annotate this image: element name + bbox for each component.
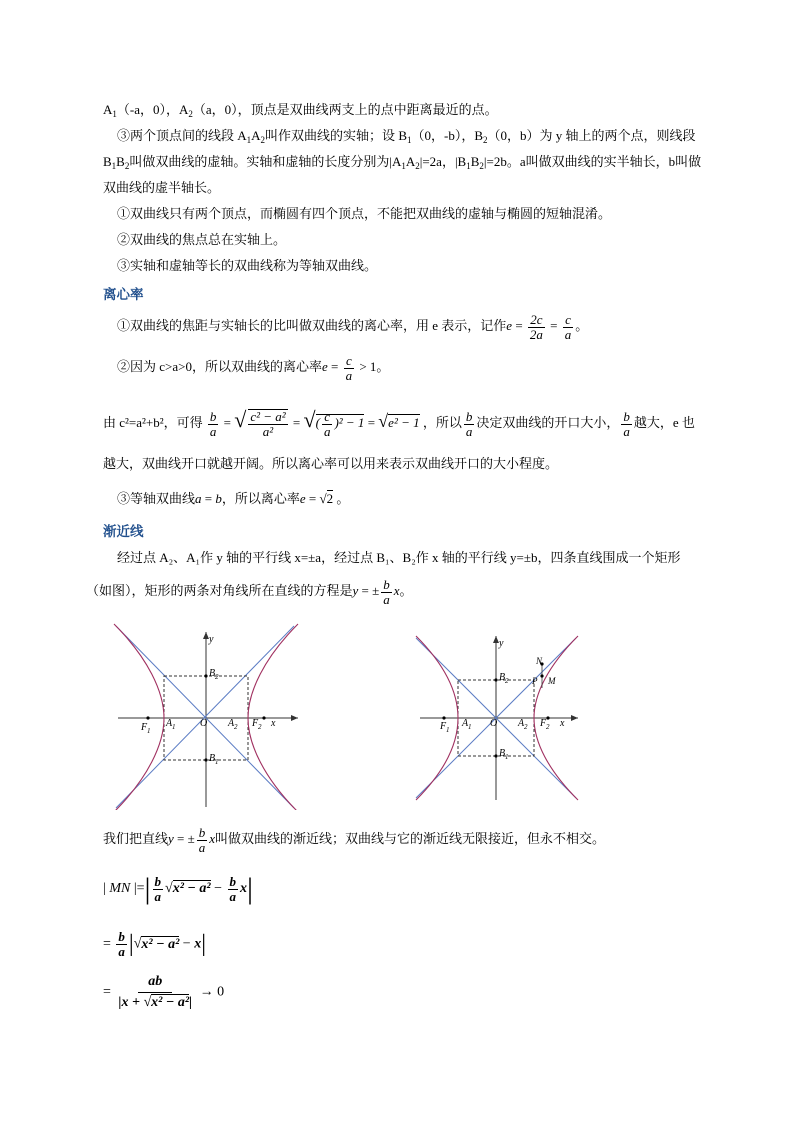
mn-eq-3: = $\frac{ab}{\text{|x + √x² − a²|}}$ → 0 <box>103 974 225 1010</box>
svg-text:F: F <box>540 718 547 729</box>
svg-text:y: y <box>499 638 504 649</box>
svg-text:A: A <box>228 718 235 729</box>
axis-line-1: ③两个顶点间的线段 $A_1A_2$叫作双曲线的实轴；设 $B_1(0$，-b），$B_2(0$，b）为 y 轴上的两个点，则线段 <box>117 128 696 145</box>
svg-text:B: B <box>499 672 506 683</box>
svg-text:2: 2 <box>505 677 509 685</box>
ecc-range: ②因为 c>a>0，所以双曲线的离心率e = $\frac{c}{a}$ > 1。 <box>117 352 390 383</box>
svg-text:2: 2 <box>546 723 550 731</box>
svg-text:F: F <box>440 721 447 732</box>
svg-text:A: A <box>462 718 469 729</box>
svg-text:B: B <box>209 753 216 764</box>
svg-text:F: F <box>141 722 148 733</box>
axis-line-3: 双曲线的虚半轴长。 <box>103 180 221 195</box>
svg-text:N: N <box>536 656 543 666</box>
note-1: ①双曲线只有两个顶点，而椭圆有四个顶点，不能把双曲线的虚轴与椭圆的短轴混淆。 <box>117 206 612 221</box>
ecc-def: ①双曲线的焦距与实轴长的比叫做双曲线的离心率，用 e 表示，记作e = $\frac{2c}{2a}$ = $\frac{c}{a}$ 。 <box>117 311 589 342</box>
svg-text:B: B <box>209 668 216 679</box>
svg-text:1: 1 <box>172 723 176 731</box>
svg-text:1: 1 <box>505 753 509 761</box>
heading-eccentricity: 离心率 <box>103 287 144 303</box>
svg-text:O: O <box>200 718 208 729</box>
svg-text:2: 2 <box>234 723 238 731</box>
ecc-conclusion: 越大，双曲线开口就越开阔。所以离心率可以用来表示双曲线开口的大小程度。 <box>103 456 559 471</box>
svg-text:P: P <box>532 676 538 686</box>
svg-text:F: F <box>252 718 259 729</box>
asym-line-2: （如图），矩形的两条对角线所在直线的方程是y = ± $\frac{b}{a}$ x。 <box>86 576 413 607</box>
ecc-equilateral: ③等轴双曲线a = b，所以离心率e = √2 。 <box>117 491 350 506</box>
axis-line-2: $B_1B_2$叫做双曲线的虚轴。实轴和虚轴的长度分别为$|A_1A_2|=2a$，$|B_1B_2|=2b$。a叫做双曲线的实半轴长，b叫做 <box>103 154 702 171</box>
svg-text:A: A <box>166 718 173 729</box>
svg-text:2: 2 <box>524 723 528 731</box>
svg-text:2: 2 <box>215 673 219 681</box>
svg-text:x: x <box>560 718 565 729</box>
svg-text:1: 1 <box>215 758 219 766</box>
vertex-line: $A_1(-a$，0），$A_2(a$，0），顶点是双曲线两支上的点中距离最近的点。 <box>103 102 498 119</box>
hyperbola-figure-right <box>412 628 584 804</box>
asym-def: 我们把直线y = ± $\frac{b}{a}$ x叫做双曲线的渐近线；双曲线与它的渐近线无限接近，但永不相交。 <box>103 824 606 855</box>
svg-text:1: 1 <box>147 727 151 735</box>
svg-text:O: O <box>490 718 498 729</box>
svg-text:x: x <box>271 718 276 729</box>
svg-text:M: M <box>548 676 556 686</box>
ecc-derivation: 由 c²=a²+b²，可得 $\frac{b}{a}$ = √ $\frac{\text{c² − a²}}{\text{a²}}$ = √( $\frac{c}{a}$ )² − 1 = √e² − 1 ，所以 $\frac{b}{a}$ 决定双曲线的开口大小， $\frac{b}{a}$ 越大，e 也 <box>103 407 695 440</box>
svg-text:2: 2 <box>258 723 262 731</box>
svg-text:1: 1 <box>468 723 472 731</box>
svg-text:A: A <box>518 718 525 729</box>
mn-eq-1: | MN |=| $\frac{b}{a}$ √x² − a² − $\frac{b}{a}$ x| <box>103 872 254 905</box>
hyperbola-figure-left <box>108 622 304 810</box>
asym-line-1: 经过点 A₂、A₁作 y 轴的平行线 x=±a，经过点 B₁、B₂作 x 轴的平行线 y=±b，四条直线围成一个矩形 <box>117 550 681 565</box>
svg-text:1: 1 <box>446 726 450 734</box>
svg-text:y: y <box>209 634 214 645</box>
svg-text:B: B <box>499 748 506 759</box>
mn-eq-2: = $\frac{b}{a}$ |√x² − a² − x| <box>103 929 207 959</box>
note-3: ③实轴和虚轴等长的双曲线称为等轴双曲线。 <box>117 258 378 273</box>
note-2: ②双曲线的焦点总在实轴上。 <box>117 232 287 247</box>
heading-asymptote: 渐近线 <box>103 524 144 540</box>
